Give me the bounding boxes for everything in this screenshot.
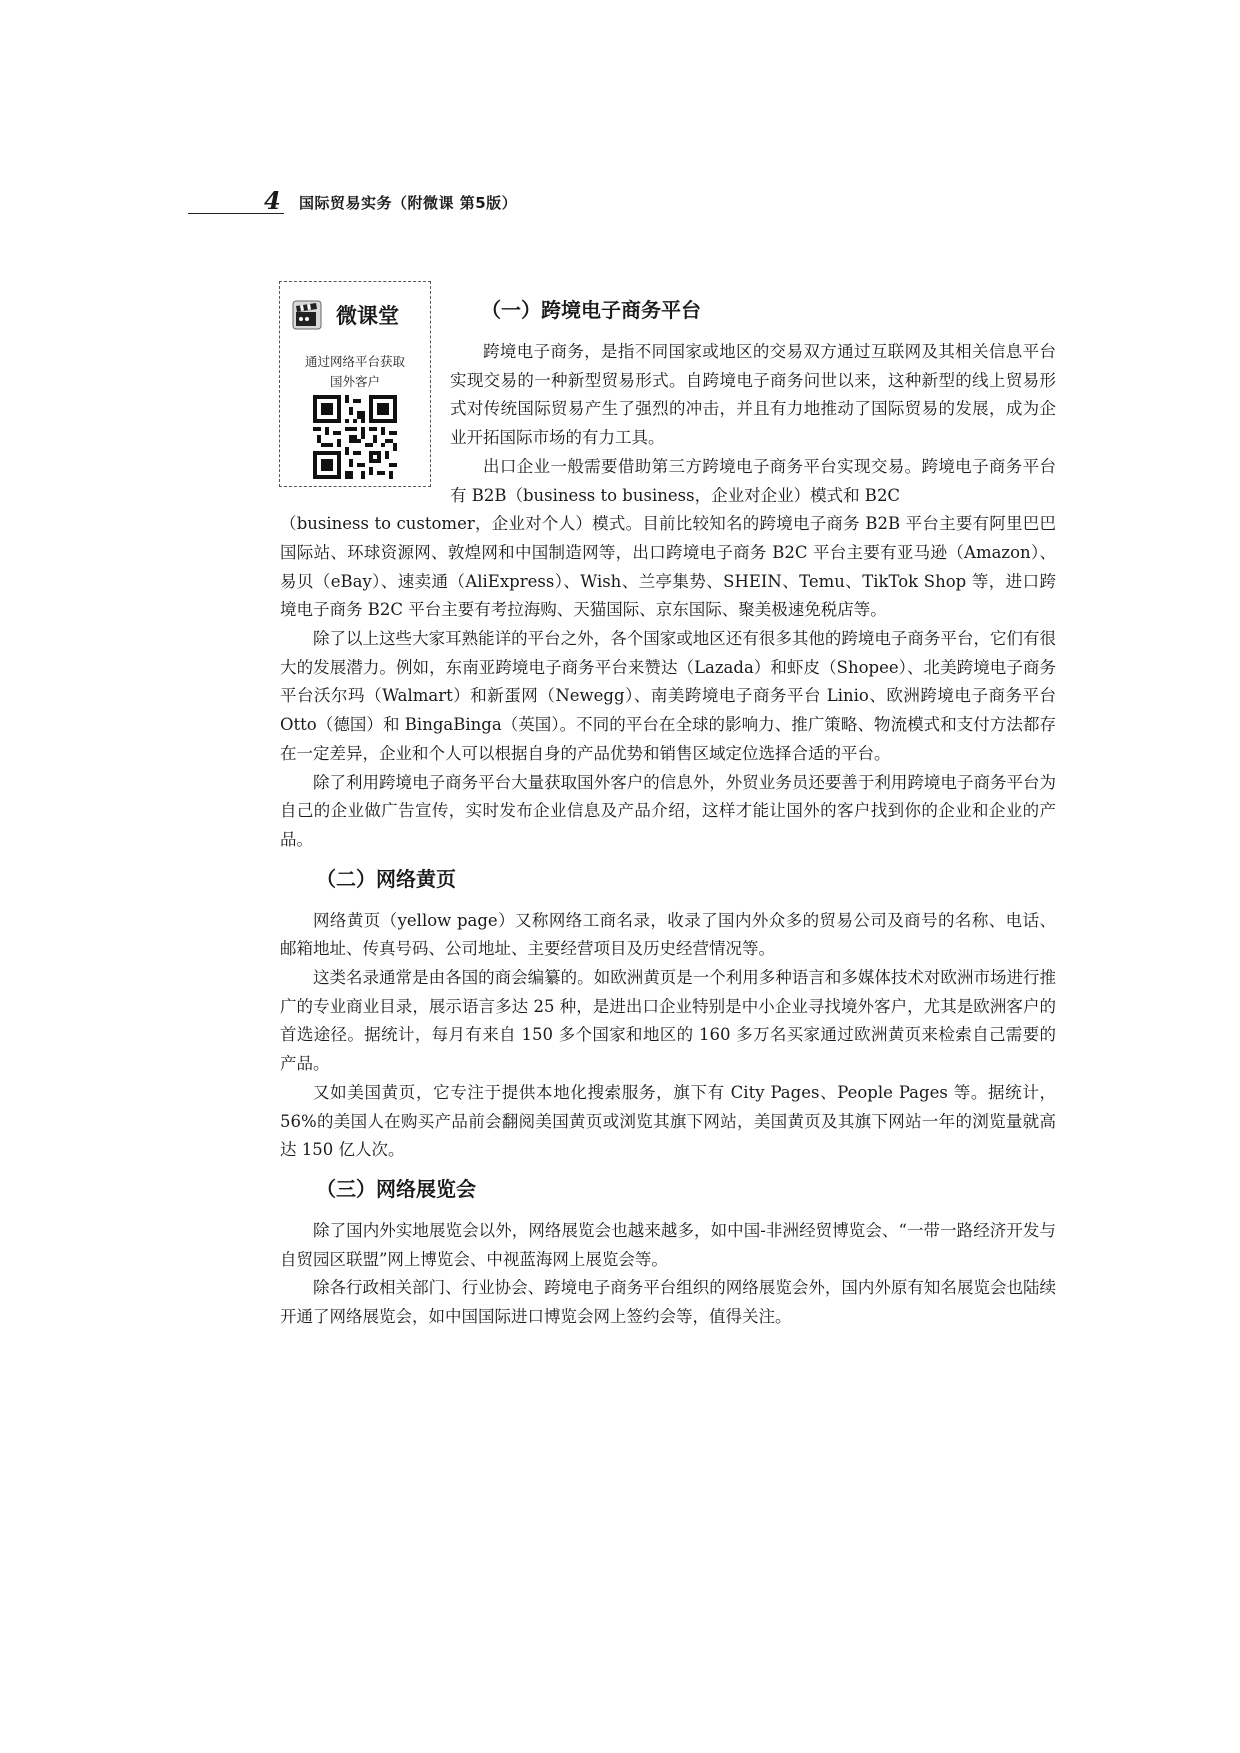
paragraph: 这类名录通常是由各国的商会编纂的。如欧洲黄页是一个利用多种语言和多媒体技术对欧洲市场进行推广的专业商业目录，展示语言多达 25 种，是进出口企业特别是中小企业寻找境外客户，尤其是欧洲客户的首选途径。据统计，每月有来自 150 多个国家和地区的 160 多万名买家通过欧洲黄页来检索自己需要的产品。 <box>280 968 1056 1074</box>
paragraph: 网络黄页（yellow page）又称网络工商名录，收录了国内外众多的贸易公司及商号的名称、电话、邮箱地址、传真号码、公司地址、主要经营项目及历史经营情况等。 <box>280 910 1056 959</box>
main-content <box>280 295 1056 1332</box>
micro-lesson-title: 微课堂 <box>336 303 399 328</box>
caption-line-1: 通过网络平台获取 <box>304 354 405 369</box>
running-header <box>188 186 608 216</box>
paragraph: （business to customer，企业对个人）模式。目前比较知名的跨境电子商务 B2B 平台主要有阿里巴巴国际站、环球资源网、敦煌网和中国制造网等，出口跨境电子商务 B2C 平台主要有亚马逊（Amazon）、易贝（eBay）、速卖通（AliExpress）、Wish、兰亭集势、SHEIN、Temu、TikTok Shop 等，进口跨境电子商务 B2C 平台主要有考拉海购、天猫国际、京东国际、聚美极速免税店等。 <box>280 514 1056 620</box>
paragraph: 跨境电子商务，是指不同国家或地区的交易双方通过互联网及其相关信息平台实现交易的一种新型贸易形式。自跨境电子商务问世以来，这种新型的线上贸易形式对传统国际贸易产生了强烈的冲击，并且有力地推动了国际贸易的发展，成为企业开拓国际市场的有力工具。 <box>450 342 1056 448</box>
paragraph: 出口企业一般需要借助第三方跨境电子商务平台实现交易。跨境电子商务平台有 B2B（business to business，企业对企业）模式和 B2C <box>450 456 1056 505</box>
paragraph: 除了国内外实地展览会以外，网络展览会也越来越多，如中国-非洲经贸博览会、“一带一路经济开发与自贸园区联盟”网上博览会、中视蓝海网上展览会等。 <box>280 1220 1056 1269</box>
section-heading-3: （三）网络展览会 <box>316 1176 476 1201</box>
section-heading-2: （二）网络黄页 <box>316 866 456 891</box>
caption-line-2: 国外客户 <box>329 374 380 389</box>
paragraph: 除了以上这些大家耳熟能详的平台之外，各个国家或地区还有很多其他的跨境电子商务平台，它们有很大的发展潜力。例如，东南亚跨境电子商务平台来赞达（Lazada）和虾皮（Shopee）、北美跨境电子商务平台沃尔玛（Walmart）和新蛋网（Newegg）、南美跨境电子商务平台 Linio、欧洲跨境电子商务平台 Otto（德国）和 BingaBinga（英国）。不同的平台在全球的影响力、推广策略、物流模式和支付方法都存在一定差异，企业和个人可以根据自身的产品优势和销售区域定位选择合适的平台。 <box>280 629 1056 763</box>
page-number: 4 <box>264 186 281 215</box>
paragraph: 除各行政相关部门、行业协会、跨境电子商务平台组织的网络展览会外，国内外原有知名展览会也陆续开通了网络展览会，如中国国际进口博览会网上签约会等，值得关注。 <box>280 1278 1056 1327</box>
paragraph: 又如美国黄页，它专注于提供本地化搜索服务，旗下有 City Pages、People Pages 等。据统计，56%的美国人在购买产品前会翻阅美国黄页或浏览其旗下网站，美国黄页及其旗下网站一年的浏览量就高达 150 亿人次。 <box>280 1082 1056 1160</box>
paragraph: 除了利用跨境电子商务平台大量获取国外客户的信息外，外贸业务员还要善于利用跨境电子商务平台为自己的企业做广告宣传，实时发布企业信息及产品介绍，这样才能让国外的客户找到你的企业和企业的产品。 <box>280 772 1056 849</box>
book-title: 国际贸易实务（附微课 第5版） <box>299 194 518 212</box>
section-heading-1: （一）跨境电子商务平台 <box>481 298 701 322</box>
